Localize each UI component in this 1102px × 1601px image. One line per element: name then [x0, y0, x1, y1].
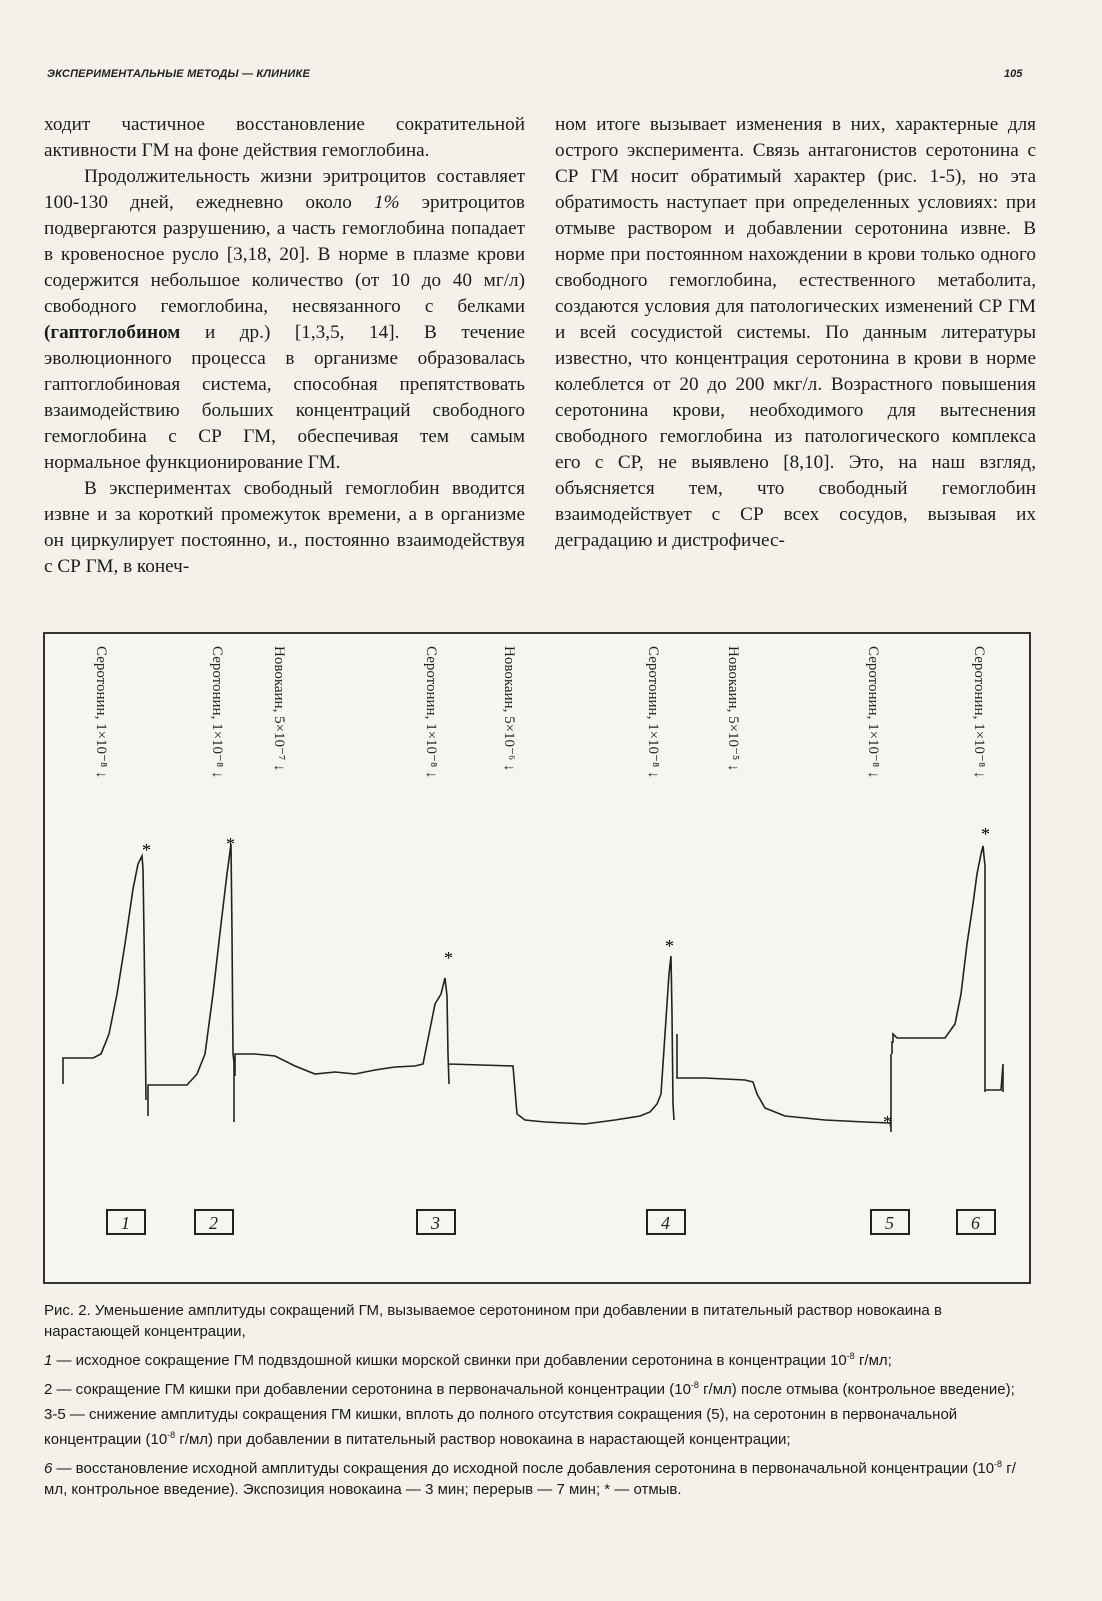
washout-marker: * — [665, 936, 674, 956]
substance-label: Серотонин, 1×10⁻⁸ ↓ — [93, 646, 109, 779]
washout-marker: * — [981, 824, 990, 844]
right-column — [555, 112, 1036, 554]
contraction-trace — [63, 844, 1003, 1132]
substance-label: Новокаин, 5×10⁻⁷ ↓ — [271, 646, 287, 772]
sample-box-label: 2 — [209, 1213, 218, 1233]
figure-kymogram — [43, 632, 1031, 1284]
sample-box-label: 4 — [661, 1213, 670, 1233]
paragraph: ном итоге вызывает изменения в них, характерные для острого эксперимента. Связь антагонистов серотонина с СР ГМ носит обратимый характер (рис. 1-5), но эта обратимость наступает при определенных условиях: при отмыве раствором и добавлении серотонина извне. В норме при постоянном нахождении в крови только одного свободного гемоглобина, естественного метаболита, создаются условия для патологических изменений СР ГМ и всей сосудистой системы. По данным литературы известно, что концентрация серотонина в крови в норме колеблется от 20 до 200 мкг/л. Возрастного повышения серотонина крови, необходимого для вытеснения свободного гемоглобина из патологического комплекса его с СР, не выявлено [8,10]. Это, на наш взгляд, объясняется тем, что свободный гемоглобин взаимодействует с СР всех сосудов, вызывая их деградацию и дистрофичес- — [555, 114, 1036, 551]
washout-marker: * — [883, 1112, 892, 1132]
sample-box-label: 6 — [971, 1213, 980, 1233]
substance-label: Серотонин, 1×10⁻⁸ ↓ — [209, 646, 225, 779]
paragraph: В экспериментах свободный гемоглобин вводится извне и за короткий промежуток времени, а в организме он циркулирует постоянно, и., постоянно взаимодействуя с СР ГМ, в конеч- — [44, 478, 525, 577]
running-head: ЭКСПЕРИМЕНТАЛЬНЫЕ МЕТОДЫ — КЛИНИКЕ — [47, 68, 310, 80]
kymogram-trace — [45, 634, 1029, 1282]
paragraph: ходит частичное восстановление сократительной активности ГМ на фоне действия гемоглобина. — [44, 114, 525, 161]
paragraph: Продолжительность жизни эритроцитов составляет 100-130 дней, ежедневно около 1% эритроцитов подвергаются разрушению, а часть гемоглобина попадает в кровеносное русло [3,18, 20]. В норме в плазме крови содержится небольшое количество (от 10 до 40 мг/л) свободного гемоглобина, несвязанного с белками (гаптоглобином и др.) [1,3,5, 14]. В течение эволюционного процесса в организме образовалась гаптоглобиновая система, способная препятствовать взаимодействию больших концентраций свободного гемоглобина с СР ГМ, обеспечивая тем самым нормальное функционирование ГМ. — [44, 166, 525, 473]
caption-item: 2 — сокращение ГМ кишки при добавлении серотонина в первоначальной концентрации ($10^{-8}$ г/мл) после отмыва (контрольное введение); — [44, 1380, 1015, 1398]
substance-labels — [93, 646, 987, 778]
washout-marker: * — [226, 834, 235, 854]
substance-label: Серотонин, 1×10⁻⁸ ↓ — [971, 646, 987, 779]
substance-label: Серотонин, 1×10⁻⁸ ↓ — [423, 646, 439, 779]
washout-marker: * — [142, 840, 151, 860]
substance-label: Новокаин, 5×10⁻⁶ ↓ — [501, 646, 517, 772]
sample-box-label: 5 — [885, 1213, 894, 1233]
substance-label: Серотонин, 1×10⁻⁸ ↓ — [645, 646, 661, 779]
sample-box-label: 3 — [431, 1213, 440, 1233]
page-number: 105 — [1004, 68, 1023, 80]
sample-boxes — [107, 1210, 995, 1234]
caption-title: Рис. 2. Уменьшение амплитуды сокращений ГМ, вызываемое серотонином при добавлении в питательный раствор новокаина в нарастающей концентрации, — [44, 1302, 942, 1340]
figure-caption — [44, 1300, 1032, 1504]
left-column — [44, 112, 525, 580]
substance-label: Новокаин, 5×10⁻⁵ ↓ — [725, 646, 741, 772]
caption-item: 1 — исходное сокращение ГМ подвздошной кишки морской свинки при добавлении серотонина в концентрации $10^{-8}$ г/мл; — [44, 1351, 892, 1369]
caption-item: 6 — восстановление исходной амплитуды сокращения до исходной после добавления серотонина в первоначальной концентрации ($10^{-8}$ г/мл, контрольное введение). Экспозиция новокаина — 3 мин; перерыв — 7 мин; * — отмыв. — [44, 1459, 1016, 1498]
substance-label: Серотонин, 1×10⁻⁸ ↓ — [865, 646, 881, 779]
washout-marker: * — [444, 948, 453, 968]
sample-box-label: 1 — [121, 1213, 130, 1233]
caption-item: 3-5 — снижение амплитуды сокращения ГМ кишки, вплоть до полного отсутствия сокращения (5), на серотонин в первоначальной концентрации ($10^{-8}$ г/мл) при добавлении в питательный раствор новокаина в нарастающей концентрации; — [44, 1406, 958, 1448]
